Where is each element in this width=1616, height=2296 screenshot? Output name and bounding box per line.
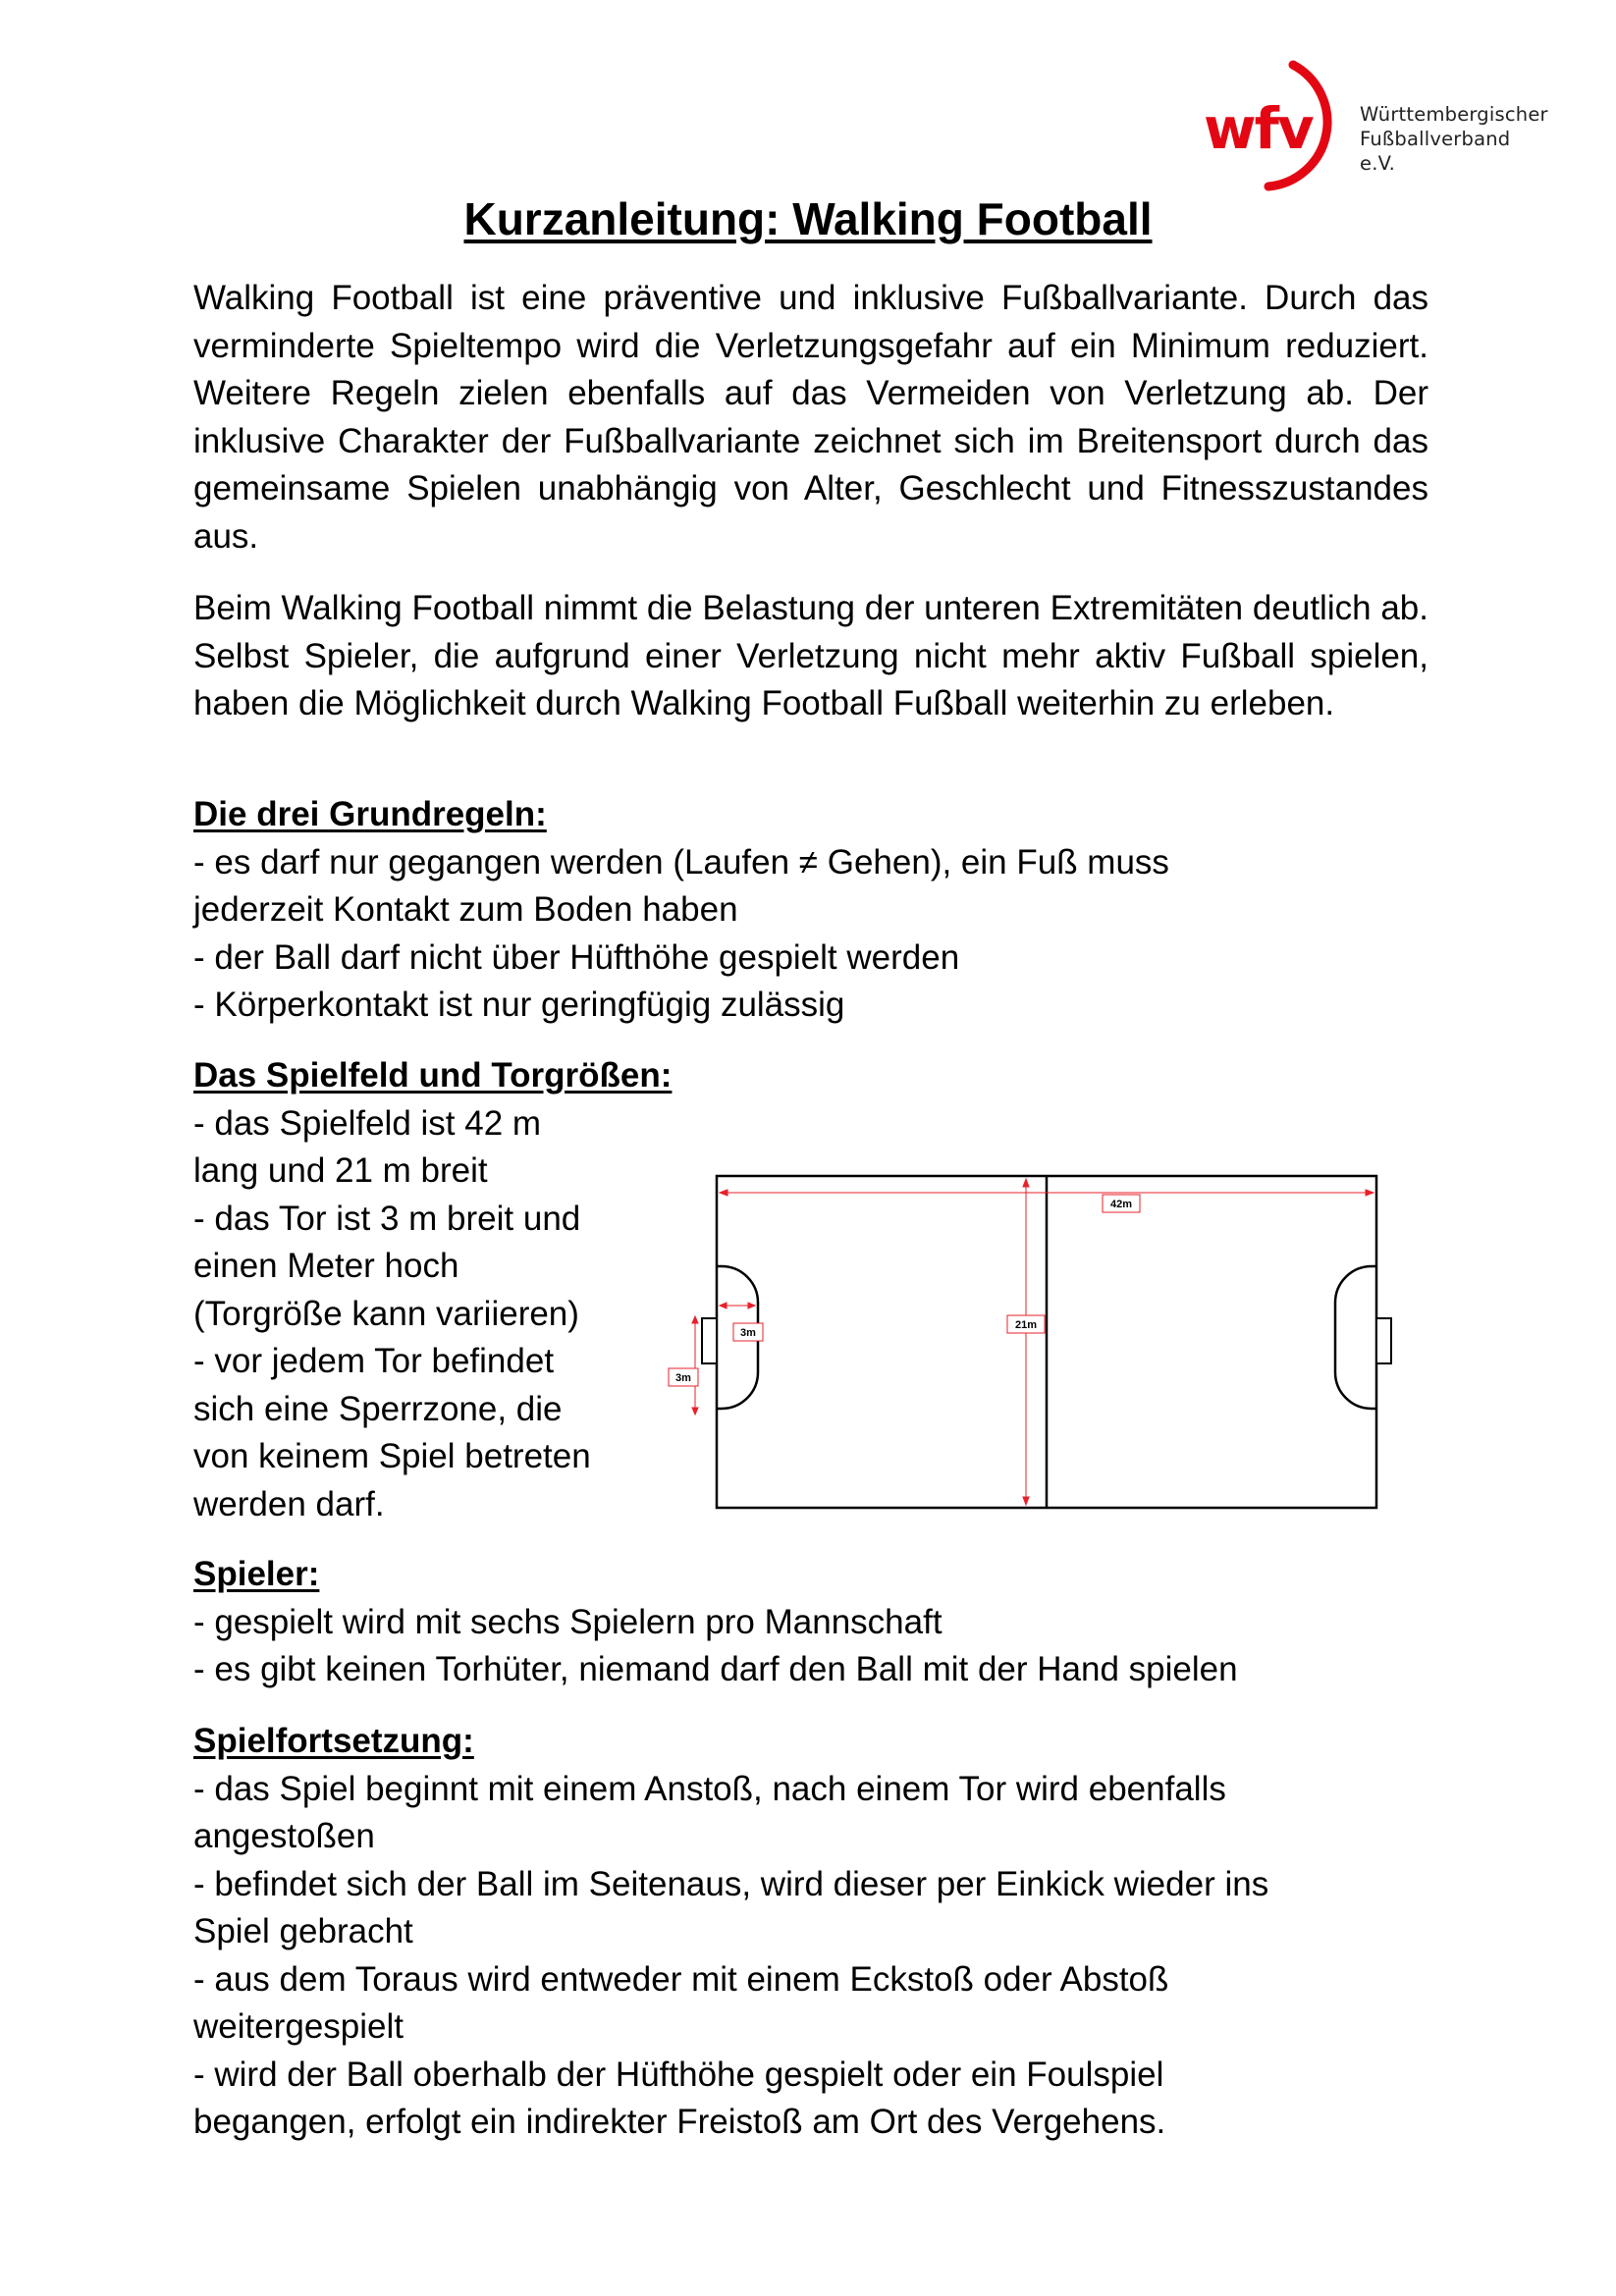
logo-line-1: Württembergischer <box>1360 103 1548 126</box>
section-title-spieler: Spieler: <box>193 1555 320 1593</box>
section-fortsetzung <box>193 1718 1470 2147</box>
section-title-grundregeln: Die drei Grundregeln: <box>193 795 547 833</box>
grundregeln-line: jederzeit Kontakt zum Boden haben <box>193 890 738 929</box>
page-title: Kurzanleitung: Walking Football <box>463 193 1153 244</box>
wfv-logo <box>1200 57 1548 194</box>
spielfeld-line: lang und 21 m breit <box>193 1151 488 1190</box>
right-goal-zone <box>1335 1266 1376 1409</box>
label-zone: 3m <box>740 1327 756 1339</box>
logo-line-2: Fußballverband e.V. <box>1360 128 1511 175</box>
intro-paragraph-1: Walking Football ist eine präventive und inklusive Fußballvariante. Durch das verminderte Spieltempo wird die Verletzungsgefahr auf ein Minimum reduziert. Weitere Regeln zielen ebenfalls auf das Vermeiden von Verletzung ab. Der inklusive Charakter der Fußballvariante zeichnet sich im Breitensport durch das gemeinsame Spielen unabhängig von Alter, Geschlecht und Fitnesszustandes aus. <box>193 279 1428 556</box>
intro-paragraph-2: Beim Walking Football nimmt die Belastung der unteren Extremitäten deutlich ab. Selbst Spieler, die aufgrund einer Verletzung nicht mehr aktiv Fußball spielen, haben die Möglichkeit durch Walking Football Fußball weiterhin zu erleben. <box>193 589 1428 722</box>
grundregeln-line: - der Ball darf nicht über Hüfthöhe gespielt werden <box>193 937 960 977</box>
spielfeld-line: (Torgröße kann variieren) <box>193 1294 579 1333</box>
spielfeld-line: - das Tor ist 3 m breit und <box>193 1199 581 1238</box>
section-grundregeln <box>193 791 1470 1030</box>
fortsetzung-line: Spiel gebracht <box>193 1912 413 1950</box>
fortsetzung-line: begangen, erfolgt ein indirekter Freistoß am Ort des Vergehens. <box>193 2103 1166 2141</box>
spieler-line: - es gibt keinen Torhüter, niemand darf den Ball mit der Hand spielen <box>193 1650 1238 1688</box>
section-title-fortsetzung: Spielfortsetzung: <box>193 1722 474 1760</box>
fortsetzung-line: - aus dem Toraus wird entweder mit einem Eckstoß oder Abstoß <box>193 1959 1169 1999</box>
field-diagram <box>653 1161 1399 1519</box>
svg-text:wfv: wfv <box>1204 95 1313 162</box>
label-length: 42m <box>1109 1199 1133 1210</box>
grundregeln-line: - Körperkontakt ist nur geringfügig zulässig <box>193 986 845 1024</box>
field-diagram-svg <box>653 1161 1399 1519</box>
grundregeln-line: - es darf nur gegangen werden (Laufen ≠ Gehen), ein Fuß muss <box>193 842 1169 881</box>
fortsetzung-line: - befindet sich der Ball im Seitenaus, wird dieser per Einkick wieder ins <box>193 1864 1269 1903</box>
wfv-logo-mark <box>1200 57 1357 194</box>
fortsetzung-line: weitergespielt <box>193 2007 404 2046</box>
dimension-labels <box>669 1195 1140 1386</box>
spielfeld-line: - vor jedem Tor befindet <box>193 1342 555 1380</box>
right-goal <box>1376 1318 1391 1363</box>
spielfeld-line: - das Spielfeld ist 42 m <box>193 1103 542 1143</box>
section-spieler <box>193 1551 1470 1694</box>
spieler-line: - gespielt wird mit sechs Spielern pro Mannschaft <box>193 1602 943 1641</box>
spielfeld-line: sich eine Sperrzone, die <box>193 1389 563 1428</box>
spielfeld-line: einen Meter hoch <box>193 1247 459 1285</box>
spielfeld-line: werden darf. <box>193 1484 385 1523</box>
wfv-logo-text <box>1360 102 1548 176</box>
section-title-spielfeld: Das Spielfeld und Torgrößen: <box>193 1056 673 1095</box>
fortsetzung-line: angestoßen <box>193 1817 375 1855</box>
label-width: 21m <box>1014 1319 1038 1331</box>
label-goal: 3m <box>675 1372 691 1384</box>
fortsetzung-line: - das Spiel beginnt mit einem Anstoß, nach einem Tor wird ebenfalls <box>193 1769 1226 1808</box>
fortsetzung-line: - wird der Ball oberhalb der Hüfthöhe gespielt oder ein Foulspiel <box>193 2055 1164 2094</box>
section-spielfeld <box>193 1052 673 1528</box>
left-goal <box>702 1318 717 1363</box>
spielfeld-line: von keinem Spiel betreten <box>193 1437 591 1475</box>
